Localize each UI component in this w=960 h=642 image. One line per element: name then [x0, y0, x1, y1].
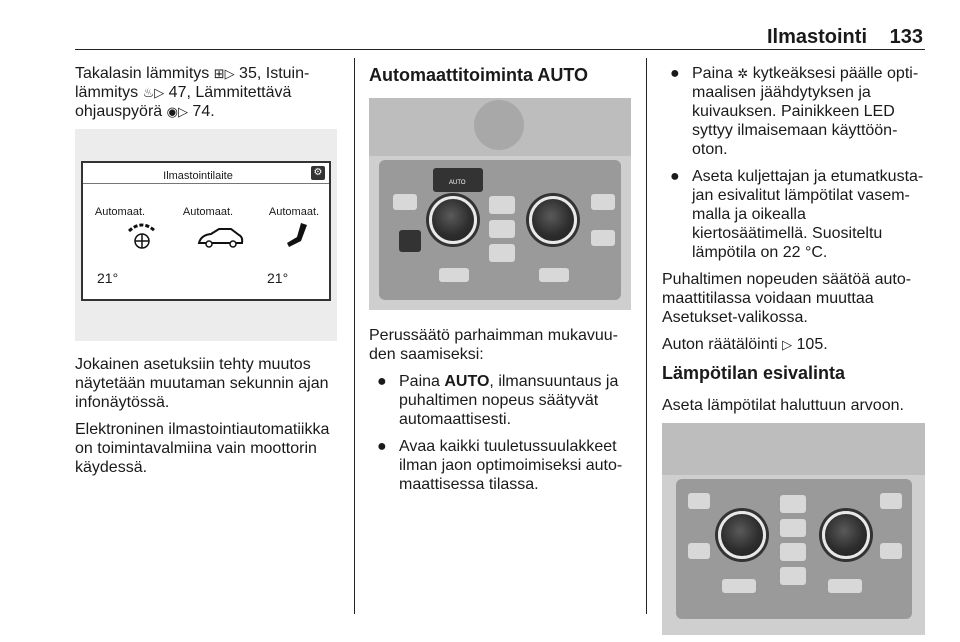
- air-conditioning-icon: ✲: [737, 66, 749, 81]
- paragraph-fan-speed: Puhaltimen nopeuden säätöä auto- maattitilassa voidaan muuttaa Asetukset-valikossa.: [662, 271, 912, 326]
- heading-temperature-preset: Lämpötilan esivalinta: [662, 363, 846, 383]
- fan-icon: [125, 221, 159, 251]
- list-item: ● Paina AUTO, ilmansuuntaus ja puhaltimen nopeus säätyvät automaattisesti.: [377, 373, 619, 428]
- auto-label-right: Automaat.: [268, 206, 320, 218]
- paragraph-basic-setting: Perussäätö parhaimman mukavuu- den saamiseksi:: [369, 327, 619, 363]
- temperature-knob-right: [822, 511, 870, 559]
- reference-arrow-icon: ▷: [154, 85, 165, 100]
- paragraph-electronic: Elektroninen ilmastointiautomatiikka on toimintavalmiina vain moottorin käydessä.: [75, 421, 330, 476]
- climate-display-figure: [75, 129, 337, 341]
- temperature-left: 21°: [97, 270, 119, 286]
- paragraph-changes: Jokainen asetuksiin tehty muutos näytetään muutaman sekunnin ajan infonäytössä.: [75, 356, 329, 411]
- car-airflow-icon: [195, 225, 245, 249]
- temperature-knob-right: [529, 196, 577, 244]
- column-2: [369, 64, 633, 502]
- temperature-knob-left: [429, 196, 477, 244]
- control-panel-photo-auto: [369, 98, 631, 310]
- temperature-right: 21°: [267, 270, 289, 286]
- control-panel-photo-temperature: [662, 423, 925, 635]
- page-number: 133: [889, 26, 923, 48]
- bullet-list-cooling: [662, 64, 925, 262]
- rear-window-heating-icon: ⊞: [213, 66, 225, 81]
- bullet-list-auto: [369, 372, 633, 494]
- intro-paragraph: Takalasin lämmitys ⊞▷ 35, Istuin- lämmitys ♨▷ 47, Lämmitettävä ohjauspyörä ◉▷ 74.: [75, 65, 310, 120]
- paragraph-personalisation: Auton räätälöinti ▷ 105.: [662, 336, 828, 353]
- column-divider-left: [354, 58, 355, 614]
- auto-label-left: Automaat.: [94, 206, 146, 218]
- steering-wheel-icon: ◉: [166, 104, 178, 119]
- reference-arrow-icon: ▷: [782, 337, 793, 352]
- settings-icon: ⚙: [311, 166, 325, 180]
- page-title: Ilmastointi: [766, 26, 867, 48]
- column-3: [662, 64, 925, 635]
- page-header: [75, 22, 925, 50]
- ac-button: [399, 230, 421, 252]
- seat-heating-icon: ♨: [142, 85, 155, 100]
- list-item: ● Avaa kaikki tuuletussuulakkeet ilman jaon optimoimiseksi auto- maattisessa tilassa.: [377, 438, 623, 493]
- temperature-knob-left: [718, 511, 766, 559]
- column-divider-right: [646, 58, 647, 614]
- heading-auto-mode: Automaattitoiminta AUTO: [369, 65, 588, 85]
- display-title: Ilmastointilaite: [163, 170, 233, 182]
- reference-arrow-icon: ▷: [224, 66, 235, 81]
- reference-arrow-icon: ▷: [177, 104, 188, 119]
- column-1: [75, 64, 337, 485]
- display-divider: [83, 183, 329, 184]
- info-display-screen: [81, 161, 331, 301]
- paragraph-set-temperatures: Aseta lämpötilat haluttuun arvoon.: [662, 397, 904, 414]
- auto-label-center: Automaat.: [182, 206, 234, 218]
- list-item: ● Paina ✲ kytkeäksesi päälle opti- maalisen jäähdytyksen ja kuivauksen. Painikkeen LED syttyy ilmaisemaan käyttöön- oton.: [670, 65, 919, 158]
- list-item: ● Aseta kuljettajan ja etumatkusta- jan esivalitut lämpötilat vasem- malla ja oikealla kiertosäätimellä. Suositeltu lämpötila on 22 °C.: [670, 168, 924, 261]
- auto-button-label: AUTO: [449, 180, 466, 186]
- seat-airflow-icon: [283, 221, 311, 249]
